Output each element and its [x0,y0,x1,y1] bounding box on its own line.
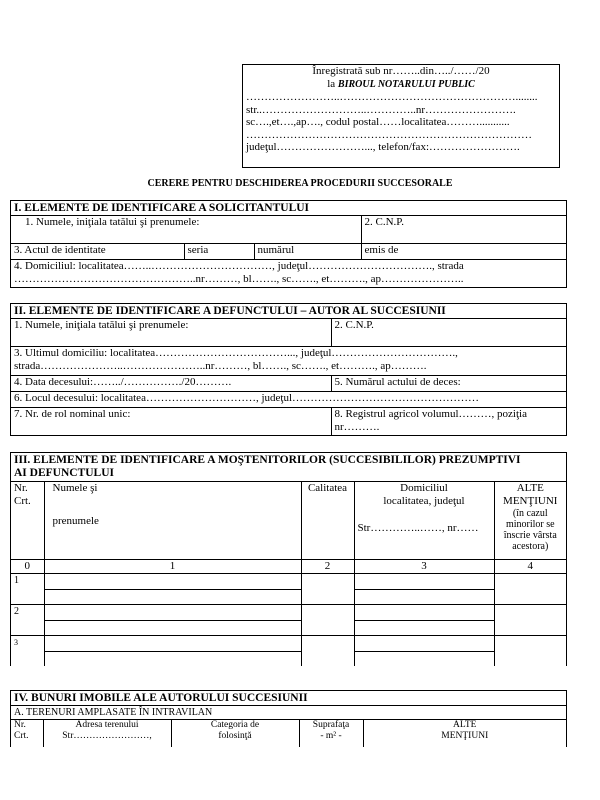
deceased-name-field[interactable]: 1. Numele, iniţiala tatălui şi prenumele: [11,319,331,346]
section-title: I. ELEMENTE DE IDENTIFICARE A SOLICITANTULUI [11,201,566,216]
heir-address-cell[interactable] [354,604,494,635]
applicant-cnp-field[interactable]: 2. C.N.P. [361,216,566,243]
section-heirs [10,452,567,666]
death-date-field[interactable]: 4. Data decesului:……../……………./20………. [11,375,331,391]
heirs-column-relation: Calitatea [301,482,354,559]
notary-office-label: BIROUL NOTARULUI PUBLIC [337,78,475,90]
heir-relation-cell[interactable] [301,604,354,635]
applicant-id-issuer-field[interactable]: emis de [361,243,566,259]
deceased-cnp-field[interactable]: 2. C.N.P. [331,319,566,346]
applicant-id-number-field[interactable]: numărul [254,243,361,259]
heir-name-cell[interactable] [44,573,301,604]
table-row: 3 [11,635,566,666]
heir-address-cell[interactable] [354,573,494,604]
agricultural-register-field[interactable]: 8. Registrul agricol volumul………, poziţia nr………. [331,407,566,435]
registration-number-line: Înregistrată sub nr……..din…../……/20 [312,65,490,77]
notary-address-line: sc….,et….,ap…., codul postal……localitatea………........... [246,116,510,128]
notary-street-line: str..………………………..…………..nr……………………. [246,103,516,116]
notary-county-phone-line: judeţul……………………..., telefon/fax:……………………. [246,141,520,153]
notary-blank-line: …………………………………………………………………… [246,128,532,141]
tax-roll-number-field[interactable]: 7. Nr. de rol nominal unic: [11,407,331,435]
land-column-address: Adresa terenului Str……………………, [43,720,171,747]
subsection-title: A. TERENURI AMPLASATE ÎN INTRAVILAN [11,706,566,720]
death-certificate-number-field[interactable]: 5. Numărul actului de deces: [331,375,566,391]
applicant-address-field[interactable]: 4. Domiciliul: localitatea……..……………………………, judeţul……………………………., strada …………………………………………..nr………, bl……., sc……., et………., ap………………….. [11,259,566,287]
heir-notes-cell[interactable] [494,573,566,604]
section-applicant [10,200,567,288]
deceased-last-address-field[interactable]: 3. Ultimul domiciliu: localitatea………………………………..., judeţul……………………………., strada…………………..…………………..nr………, bl……., sc……., et………., ap………. [11,346,566,375]
notary-office-line: la BIROUL NOTARULUI PUBLIC [327,77,475,90]
heir-name-cell[interactable] [44,604,301,635]
heirs-index-row: 0 1 2 3 4 [11,559,566,573]
applicant-id-document-field[interactable]: 3. Actul de identitate [11,243,184,259]
heir-notes-cell[interactable] [494,635,566,666]
heirs-column-nr: Nr. Crt. [11,482,44,559]
heir-notes-cell[interactable] [494,604,566,635]
section-deceased [10,303,567,436]
section-title: II. ELEMENTE DE IDENTIFICARE A DEFUNCTULUI – AUTOR AL SUCCESIUNII [11,304,566,319]
applicant-name-field[interactable]: 1. Numele, iniţiala tatălui şi prenumele: [11,216,361,243]
heir-relation-cell[interactable] [301,573,354,604]
page-title: CERERE PENTRU DESCHIDEREA PROCEDURII SUCCESORALE [147,178,453,189]
death-place-field[interactable]: 6. Locul decesului: localitatea…………………………, judeţul…………………………………………… [11,391,566,407]
registration-box [242,64,560,168]
notary-name-line: ……………………..…………………………………………........ [246,91,538,103]
land-column-notes: ALTE MENŢIUNI [363,720,566,747]
heirs-column-notes: ALTE MENŢIUNI (în cazul minorilor se înscrie vârsta acestora) [494,482,566,559]
table-row: 2 [11,604,566,635]
heir-relation-cell[interactable] [301,635,354,666]
section-real-estate [10,690,567,747]
land-column-area: Suprafaţa - m² - [299,720,363,747]
section-title: IV. BUNURI IMOBILE ALE AUTORULUI SUCCESIUNII [11,691,566,706]
table-row: 1 [11,573,566,604]
heir-name-cell[interactable] [44,635,301,666]
heirs-column-address: Domiciliul localitatea, judeţul Str…………..……, nr…… [354,482,494,559]
section-title: III. ELEMENTE DE IDENTIFICARE A MOŞTENITORILOR (SUCCESIBILILOR) PREZUMPTIVI AI DEFUNCTULUI [11,453,566,482]
heir-address-cell[interactable] [354,635,494,666]
applicant-id-series-field[interactable]: seria [184,243,254,259]
land-column-nr: Nr. Crt. [11,720,43,747]
heirs-column-name: Numele şi prenumele [44,482,301,559]
land-column-category: Categoria de folosinţă [171,720,299,747]
